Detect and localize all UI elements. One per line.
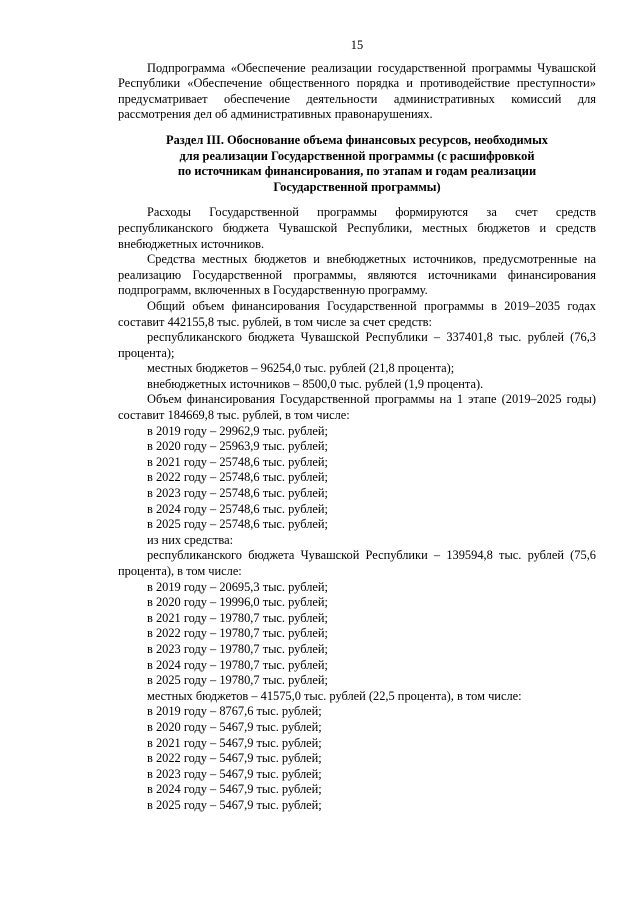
list-item: в 2019 году – 8767,6 тыс. рублей; bbox=[147, 704, 322, 719]
republic-years-list bbox=[118, 580, 596, 689]
list-item: в 2023 году – 19780,7 тыс. рублей; bbox=[147, 641, 328, 656]
list-item: в 2019 году – 20695,3 тыс. рублей; bbox=[147, 579, 328, 594]
list-item: в 2021 году – 5467,9 тыс. рублей; bbox=[147, 735, 322, 750]
list-item: в 2022 году – 19780,7 тыс. рублей; bbox=[147, 626, 328, 641]
section-heading-line: Раздел III. Обоснование объема финансовых ресурсов, необходимых bbox=[166, 132, 548, 147]
page-number: 15 bbox=[350, 38, 364, 52]
total-republic-line: республиканского бюджета Чувашской Республики – 337401,8 тыс. рублей (76,3 процента); bbox=[118, 330, 596, 360]
expenses-paragraph: Расходы Государственной программы формируются за счет средств республиканского бюджета Чувашской Республики, местных бюджетов и средств внебюджетных источников. bbox=[118, 205, 596, 251]
section-heading-line: для реализации Государственной программы (с расшифровкой bbox=[179, 148, 535, 163]
local-years-list bbox=[118, 704, 596, 813]
intro-paragraph: Подпрограмма «Обеспечение реализации государственной программы Чувашской Республики «Обеспечение общественного порядка и противодействие преступности» предусматривает обеспечение деятельности административных комиссий для рассмотрения дел об административных правонарушениях. bbox=[118, 60, 596, 122]
of-them-line: из них средства: bbox=[147, 532, 234, 547]
list-item: в 2022 году – 5467,9 тыс. рублей; bbox=[147, 751, 322, 766]
total-funding-paragraph: Общий объем финансирования Государственной программы в 2019–2035 годах составит 442155,8 тыс. рублей, в том числе за счет средств: bbox=[118, 298, 596, 329]
list-item: в 2025 году – 25748,6 тыс. рублей; bbox=[147, 517, 328, 532]
list-item: в 2024 году – 5467,9 тыс. рублей; bbox=[147, 782, 322, 797]
list-item: в 2024 году – 25748,6 тыс. рублей; bbox=[147, 501, 328, 516]
section-heading-line: Государственной программы) bbox=[273, 179, 441, 194]
list-item: в 2025 году – 19780,7 тыс. рублей; bbox=[147, 673, 328, 688]
local-sources-paragraph: Средства местных бюджетов и внебюджетных источников, предусмотренные на реализацию Государственной программы, являются источниками финансирования подпрограмм, включенных в Государственную программу. bbox=[118, 252, 596, 298]
list-item: в 2020 году – 25963,9 тыс. рублей; bbox=[147, 439, 328, 454]
section-heading-line: по источникам финансирования, по этапам и годам реализации bbox=[177, 164, 537, 179]
list-item: в 2023 году – 25748,6 тыс. рублей; bbox=[147, 486, 328, 501]
section-heading bbox=[118, 133, 596, 195]
list-item: в 2022 году – 25748,6 тыс. рублей; bbox=[147, 470, 328, 485]
stage1-years-list bbox=[118, 424, 596, 533]
list-item: в 2023 году – 5467,9 тыс. рублей; bbox=[147, 766, 322, 781]
total-local-line: местных бюджетов – 96254,0 тыс. рублей (21,8 процента); bbox=[147, 361, 455, 376]
stage1-republic-line: республиканского бюджета Чувашской Республики – 139594,8 тыс. рублей (75,6 процента), в том числе: bbox=[118, 548, 596, 578]
list-item: в 2020 году – 5467,9 тыс. рублей; bbox=[147, 719, 322, 734]
stage1-paragraph: Объем финансирования Государственной программы на 1 этапе (2019–2025 годы) составит 184669,8 тыс. рублей, в том числе: bbox=[118, 392, 596, 423]
stage1-local-line: местных бюджетов – 41575,0 тыс. рублей (22,5 процента), в том числе: bbox=[147, 688, 522, 703]
list-item: в 2021 году – 19780,7 тыс. рублей; bbox=[147, 610, 328, 625]
list-item: в 2025 году – 5467,9 тыс. рублей; bbox=[147, 797, 322, 812]
list-item: в 2020 году – 19996,0 тыс. рублей; bbox=[147, 595, 328, 610]
document-page bbox=[118, 38, 596, 814]
total-extra-line: внебюджетных источников – 8500,0 тыс. рублей (1,9 процента). bbox=[147, 376, 484, 391]
list-item: в 2019 году – 29962,9 тыс. рублей; bbox=[147, 423, 328, 438]
list-item: в 2024 году – 19780,7 тыс. рублей; bbox=[147, 657, 328, 672]
list-item: в 2021 году – 25748,6 тыс. рублей; bbox=[147, 454, 328, 469]
